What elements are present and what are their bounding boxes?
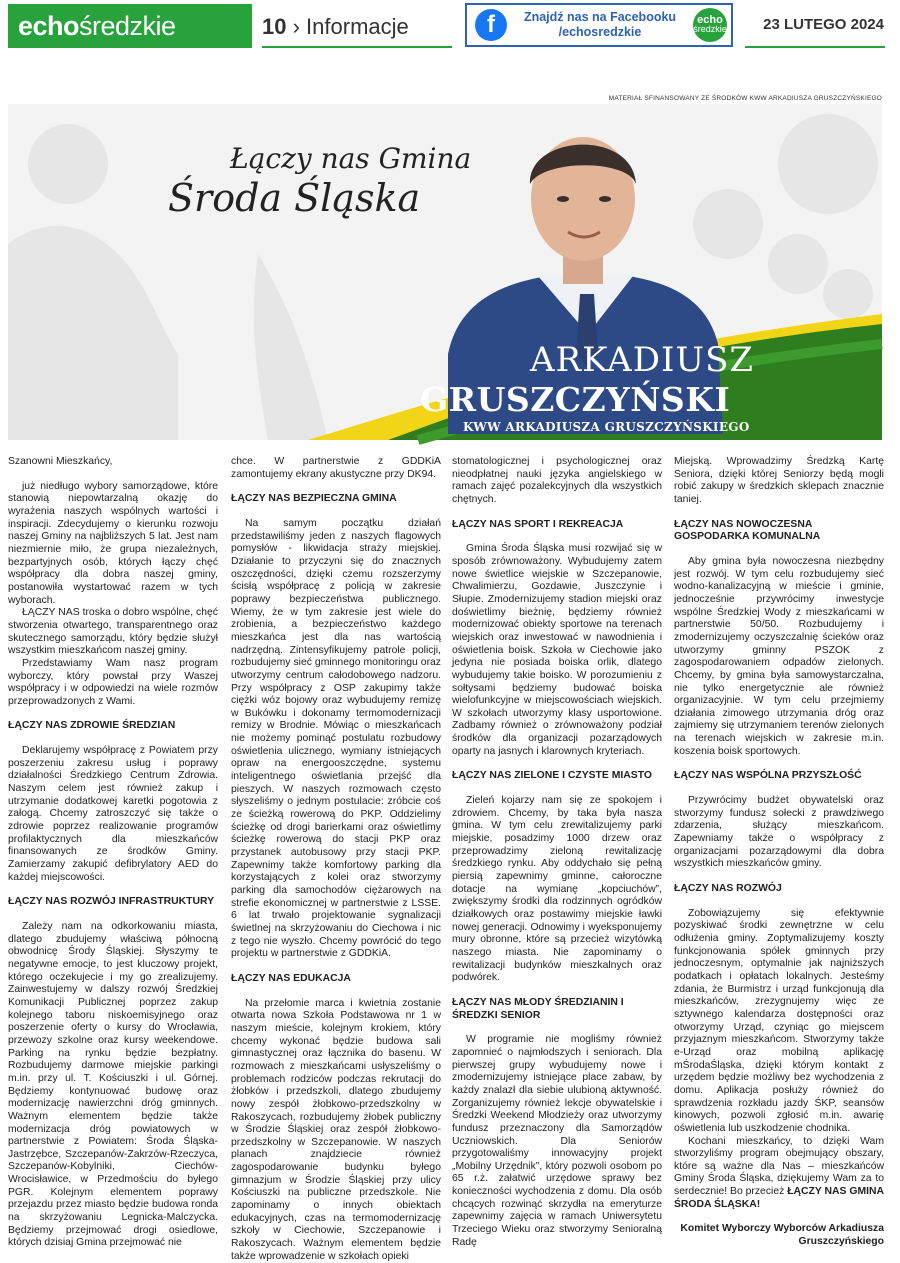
infrastructure-heading: ŁĄCZY NAS ROZWÓJ INFRASTRUKTURY [8, 896, 215, 908]
green-text: Zieleń kojarzy nam się ze spokojem i zdrowiem. Chcemy, by taka była nasza gmina. W tym celu zrewitalizujemy parki miejskie, posadzimy 1000 drzew oraz przeprowadzimy zieloną rewitalizację średzkiego rynku. Aby oddychało się pełną piersią zapewnimy gminne, całoroczne dotacje na wymianę „kopciuchów”, zwiększymy środki dla rodzinnych ogródków działkowych oraz postawimy miejskie ławki nowej generacji. Odnowimy i wyeksponujemy mury obronne, które są przecież wizytówką naszego miasta. Nie zapominamy o rewitalizacji budynków mieszkalnych oraz podwórek. [452, 795, 662, 984]
issue-date: 23 LUTEGO 2024 [763, 16, 884, 33]
facebook-icon: f [475, 9, 507, 41]
date-divider [745, 46, 885, 48]
facebook-text [507, 10, 693, 40]
security-heading: ŁĄCZY NAS BEZPIECZNA GMINA [231, 493, 397, 505]
badge-line-1: echo [697, 14, 723, 26]
health-heading: ŁĄCZY NAS ZDROWIE ŚREDZIAN [8, 720, 176, 732]
education-heading: ŁĄCZY NAS EDUKACJA [231, 972, 351, 984]
growth-heading: ŁĄCZY NAS ROZWÓJ [674, 883, 782, 895]
ornament-circle-2 [778, 114, 878, 214]
article-column-2 [231, 456, 441, 1263]
grape-ornament-3 [693, 189, 763, 259]
economy-heading: ŁĄCZY NAS NOWOCZESNA GOSPODARKA KOMUNALNA [674, 518, 821, 543]
logo-bold-text: echo [18, 10, 80, 41]
eagle-wing-decoration [8, 226, 178, 440]
education-text-continued: stomatologicznej i psychologicznej oraz nieodpłatnej nauki języka angielskiego w ramach zajęć pozalekcyjnych dla wszystkich chętnych. [452, 456, 662, 505]
badge-line-2: średzkie [693, 24, 727, 34]
infrastructure-text-continued: chce. W partnerstwie z GDDKiA zamontujemy ekrany akustyczne przy DK94. [231, 456, 441, 480]
green-heading: ŁĄCZY NAS ZIELONE I CZYSTE MIASTO [452, 770, 652, 782]
health-text: Deklarujemy współpracę z Powiatem przy poszerzeniu zakresu usług i poprawy działalności Średzkiego Centrum Zdrowia. Naszym celem jest również zakup i utrzymanie dodatkowej karetki pogotowia z załogą. Chcemy zatroszczyć się także o zdrowie poprzez realizowanie programów profilaktycznych dla mieszkańców finansowanych ze środków Gminy. Zamierzamy zakupić defibrylatory AED do każdej miejscowości. [8, 745, 218, 883]
grape-ornament-1 [768, 234, 828, 294]
sport-heading: ŁĄCZY NAS SPORT I REKREACJA [452, 518, 624, 530]
candidate-last-name: GRUSZCZYŃSKI [420, 380, 731, 419]
facebook-promo[interactable] [465, 3, 733, 47]
intro-paragraph-3: Przedstawiamy Wam nasz program wyborczy, który powstał przy Waszej współpracy i w odpowiedzi na wiele rozmów przeprowadzonych z Wami. [8, 657, 218, 707]
page-header [0, 0, 900, 60]
page-number: 10 [262, 14, 287, 39]
youth-senior-heading: ŁĄCZY NAS MŁODY ŚREDZIANIN I ŚREDZKI SENIOR [452, 996, 624, 1021]
slogan-line-1: Łączy nas Gmina [230, 142, 472, 175]
closing-slogan: ŁĄCZY NAS GMINA ŚRODA ŚLĄSKA! [674, 1186, 884, 1210]
future-heading: ŁĄCZY NAS WSPÓLNA PRZYSZŁOŚĆ [674, 770, 862, 782]
infrastructure-text: Zależy nam na odkorkowaniu miasta, dlatego zbudujemy właściwą północną obwodnicę Środy Śląskiej. Słyszymy te negatywne emocje, to jest kluczowy projekt, którego oczekujecie i my go zrealizujemy. Zainwestujemy w dalszy rozwój Średzkiej Komunikacji Publicznej poprzez zakup kolejnego taboru niskoemisyjnego oraz poszerzenie oferty o kursy do Wrocławia, przewozy szkolne oraz kursy weekendowe. Parking na rynku będzie bezpłatny. Rozbudujemy darmowe miejskie parkingi m.in. przy ul. T. Kościuszki i ul. Górnej. Będziemy kontynuować budowę oraz modernizację nawierzchni dróg gminnych. Ważnym elementem będzie także modernizacja dróg powiatowych w partnerstwie z Powiatem: Środa Śląska-Jastrzębce, Szczepanów-Zakrzów-Rzeczyca, Szczepanów-Kobylniki, Ciechów-Wrocisławice, w Przedmościu do byłego PGR. Kolejnym elementem poprawy przejazdu przez miasto będzie budowa ronda na skrzyżowaniu Legnicka-Malczycka. Będziemy przejmować drogi osiedlowe, których dzisiaj Gmina przejmować nie [8, 921, 218, 1249]
growth-text: Zobowiązujemy się efektywnie pozyskiwać środki zewnętrzne w celu odłużenia gminy. Zoptymalizujemy koszty funkcjonowania spółek gminnych przy jednoczesnym, optymalnie jak najniższych podatkach i opłatach lokalnych. Jesteśmy zdania, że Burmistrz i urząd funkcjonują dla mieszkańców, zrezygnujemy więc ze sztywnego kalendarza dostępności oraz otworzymy Urząd, czyniąc go miejscem przyjaznym mieszkańcom. Stworzymy także e-Urząd oraz mobilną aplikację mŚrodaŚląska, dzięki którym kontakt z urzędem będzie możliwy bez wychodzenia z domu. Aplikacja posłuży również do sprawdzenia rozkładu jazdy ŚKP, seansów kinowych, pozwoli zgłosić m.in. awarię oświetlenia lub uszkodzenie chodnika. [674, 907, 884, 1134]
facebook-line-1: Znajdź nas na Facebooku [523, 10, 677, 24]
signature: Komitet Wyborczy Wyborców Arkadiusza Gruszczyńskiego [680, 1223, 884, 1248]
future-text: Przywrócimy budżet obywatelski oraz stworzymy fundusz sołecki z prawdziwego zdarzenia, służący mieszkańcom. Zapewniamy także o współpracy z organizacjami pozarządowymi dla dobra wszystkich mieszkańców gminy. [674, 795, 884, 870]
sport-text: Gmina Środa Śląska musi rozwijać się w sposób zrównoważony. Wybudujemy zatem nowe świetlice wiejskie w Szczepanowie, Chwalimierzu, Gozdawie, Juszczynie i Słupie. Zmodernizujemy stadion miejski oraz doświetlimy bieżnię, będziemy również modernizować obiekty sportowe na terenach wiejskich oraz inwestować w nawodnienia i oświetlenia boisk. Szkoła w Ciechowie jako jedyna nie posiada boiska orlik, dlatego wybudujemy takie boisko. W porozumieniu z sołtysami będziemy budować boiska wielofunkcyjne w miejscowościach wiejskich. W szkołach utworzymy klasy usportowione. Zadbamy również o zrównoważony podział środków dla organizacji pozarządowych oparty na jasnych i klarownych kryteriach. [452, 543, 662, 757]
closing-text: Kochani mieszkańcy, to dzięki Wam stworzyliśmy program obejmujący obszary, które są ważne dla Nas – mieszkańców Gminy Środa Śląska, dziękujemy Wam za to serdecznie! Bo przecież [674, 1135, 884, 1198]
section-name: › Informacje [292, 14, 409, 39]
slogan-line-2: Środa Śląska [168, 176, 421, 220]
campaign-banner [8, 104, 882, 440]
grape-ornament-2 [823, 269, 873, 319]
echo-badge-icon [693, 8, 727, 42]
intro-paragraph-2: ŁĄCZY NAS troska o dobro wspólne, chęć stworzenia otwartego, transparentnego oraz skutecznego samorządu, który będzie służył wszystkim mieszkańcom naszej gminy. [8, 607, 218, 657]
echo-sredzkie-logo[interactable] [8, 4, 252, 48]
ornament-circle-1 [28, 124, 108, 204]
security-text: Na samym początku działań przedstawiliśmy jeden z naszych flagowych pomysłów - likwidacja straży miejskiej. Działanie to przyczyni się do znacznych oszczędności, dzięki czemu rozszerzymy ścisłą współpracę z policją w zakresie poprawy bezpieczeństwa publicznego. Wiemy, że w tym zakresie jest wiele do zrobienia, a bezpieczeństwo każdego mieszkańca jest dla nas wartością nadrzędną. Zintensyfikujemy patrole policji, rozbudujemy sieć gminnego monitoringu oraz utworzymy centrum całodobowego nadzoru. Przy współpracy z OSP zakupimy także ciężki wóz bojowy oraz wybudujemy remizę w Bukówku i dokonamy termomodernizacji remizy w Brodnie. Mówiąc o mieszkańcach nie możemy pominąć postulatu rozbudowy oświetlenia ulicznego, wymiany istniejących opraw na energooszczędne, systemu inteligentnego oświetlania przejść dla pieszych. W naszych rozmowach często słyszeliśmy o jednym postulacie: zróbcie coś ze ścieżką rowerową do PKP. Oddzielimy ścieżkę od drogi barierkami oraz oświetlimy ścieżkę rowerową do stacji PKP oraz przystanek autobusowy przy stacji PKP. Zapewnimy także komfortowy parking dla korzystających z kolei oraz stworzymy parking dla samochodów ciężarowych na strefie ekonomicznej w partnerstwie z LSSE. 6 lat trwało projektowanie sygnalizacji świetlnej na skrzyżowaniu do Ciechowa i nic z tego nie wyszło. Chcemy powrócić do tego projektu w partnerstwie z GDDKiA. [231, 517, 441, 960]
facebook-handle: /echosredzkie [558, 25, 642, 39]
article-column-1 [8, 456, 218, 1250]
youth-senior-text: W programie nie mogliśmy również zapomnieć o najmłodszych i seniorach. Dla pierwszej grupy wybudujemy nowe i zmodernizujemy istniejące place zabaw, by każdy znalazł dla siebie ulubioną aktywność. Zorganizujemy również lekcje obywatelskie i Średzki Weekend Młodzieży oraz utworzymy fundusz przeznaczony dla Samorządów Uczniowskich. Dla Seniorów przygotowaliśmy innowacyjny projekt „Mobilny Urzędnik”, który pozwoli osobom po 65 r.ż. załatwić urzędowe sprawy bez konieczności wychodzenia z domu. Dla osób chcących rozwinąć skrzydła na emeryturze zapewnimy zajęcia w ramach Uniwersytetu Trzeciego Wieku oraz stworzymy Senioralną Radę [452, 1034, 662, 1248]
closing-paragraph [674, 1136, 884, 1212]
article-column-3 [452, 456, 662, 1249]
greeting: Szanowni Mieszkańcy, [8, 456, 113, 467]
committee-name: KWW ARKADIUSZA GRUSZCZYŃSKIEGO [463, 420, 750, 434]
youth-senior-text-continued: Miejską. Wprowadzimy Średzką Kartę Seniora, dzięki której Seniorzy będą mogli robić zakupy w średzkich sklepach znacznie taniej. [674, 456, 884, 505]
page-section [262, 14, 409, 40]
article-column-4 [674, 456, 884, 1249]
education-text: Na przełomie marca i kwietnia zostanie otwarta nowa Szkoła Podstawowa nr 1 w naszym mieście, kolejnym krokiem, który chcemy wykonać będzie budowa sali gimnastycznej oraz łącznika do basenu. W rozmowach z mieszkańcami usłyszeliśmy o problemach rodziców podczas rekrutacji do żłobków i przedszkoli, dlatego zbudujemy nowy zespół żłobkowo-przedszkolny w Rakoszycach, rozbudujemy żłobek publiczny w Środzie Śląskiej oraz zespół żłobkowo-przedszkolny w Szczepanowie. W naszych planach znajdziecie również zagospodarowanie budynku byłego gimnazjum w Środzie Śląskiej przy ulicy Kościuszki na publiczne przedszkole. Nie zapominamy o innych obiektach edukacyjnych, czas na termomodernizację szkoły w Ciechowie, Szczepanowie i Rakoszycach. Ważnym elementem będzie także wprowadzenie w szkołach opieki [231, 997, 441, 1262]
leaf-decoration [254, 254, 328, 440]
economy-text: Aby gmina była nowoczesna niezbędny jest rozwój. W tym celu rozbudujemy sieć wodno-kanalizacyjną w mieście i gminie, jednocześnie przywrócimy inwestycje wspólne Średzkiej Wody z mieszkańcami w partnerstwie 50/50. Rozbudujemy i zmodernizujemy oczyszczalnię ścieków oraz utworzymy gminny PSZOK z zagospodarowaniem odpadów zielonych. Chcemy, by gmina była samowystarczalna, nie tylko energetycznie ale również organizacyjnie. W tym celu przejmiemy działania zimowego utrzymania dróg oraz zajmiemy się utrzymaniem terenów zielonych na terenach wiejskich w zakresie m.in. koszenia boisk sportowych. [674, 555, 884, 757]
financing-note: MATERIAŁ SFINANSOWANY ZE ŚRODKÓW KWW ARKADIUSZA GRUSZCZYŃSKIEGO [608, 95, 882, 102]
logo-regular-text: średzkie [79, 10, 176, 41]
intro-paragraph-1: już niedługo wybory samorządowe, które stanowią niepowtarzalną okazję do wyrażenia naszych wspólnych wartości i inspiracji. Zdecydujemy o kierunku rozwoju naszej Gminy na najbliższych 5 lat. Jest nam niezmiernie miło, że grupa niezależnych, bezpartyjnych osób, których łączy chęć współpracy dla dobra naszej gminy, postanowiła wystartować razem w tych wyborach. [8, 480, 218, 606]
header-divider [262, 46, 452, 48]
candidate-first-name: ARKADIUSZ [530, 340, 754, 380]
